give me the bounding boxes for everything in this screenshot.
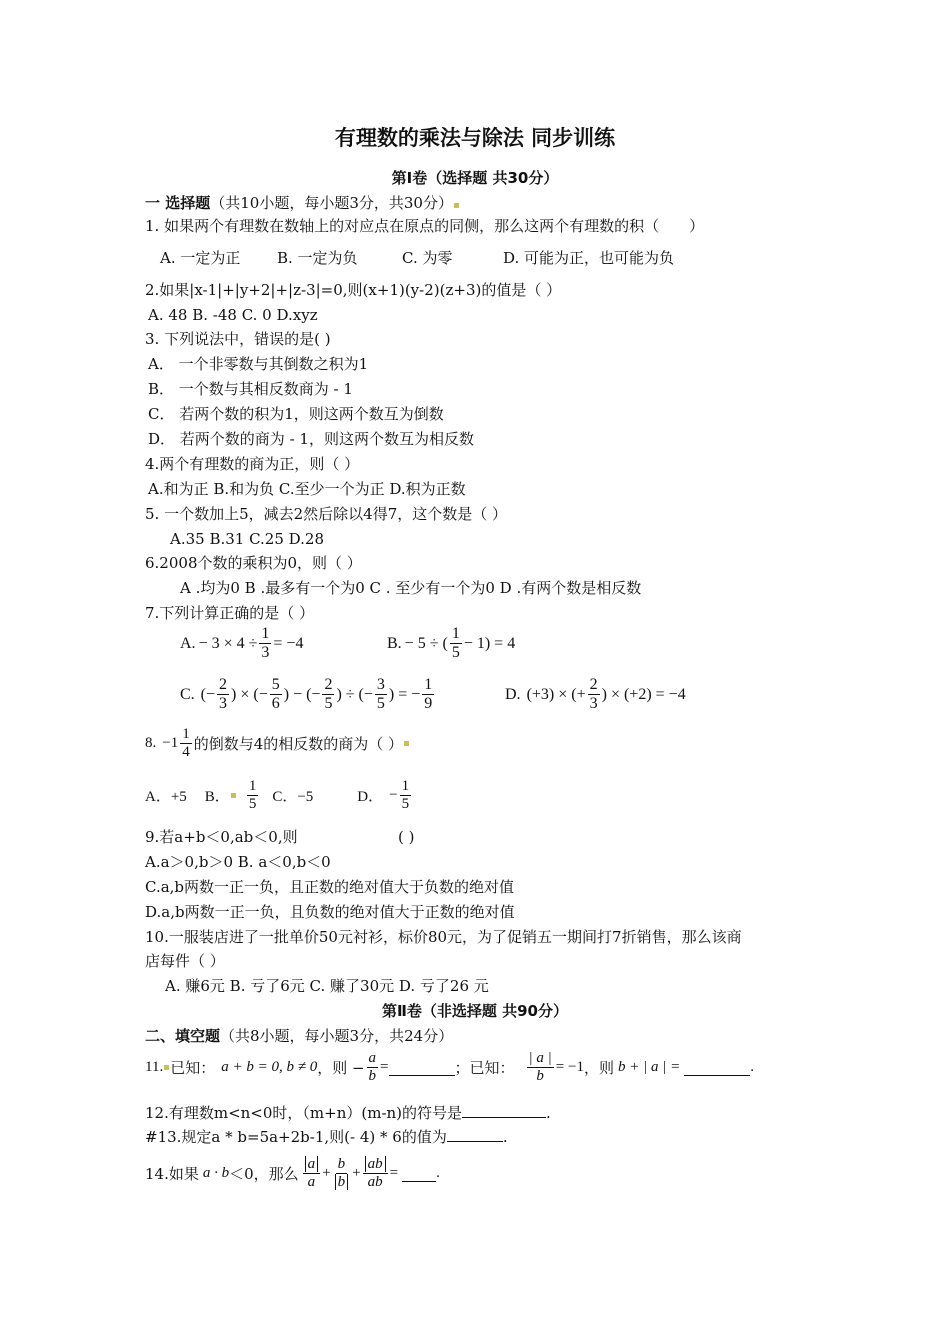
- denominator: a: [307, 1174, 316, 1191]
- math-text: +: [352, 1165, 361, 1182]
- denominator: b: [536, 1068, 544, 1085]
- denominator: [333, 1174, 351, 1191]
- math-text: +: [322, 1165, 331, 1182]
- fraction: [363, 1156, 388, 1192]
- option-label: B.: [387, 634, 402, 652]
- math-text: − 5 ÷ (: [404, 634, 448, 652]
- math-text: = −4: [273, 634, 304, 652]
- question-number: 11.: [145, 1059, 164, 1076]
- punctuation: .: [436, 1165, 440, 1182]
- part-two-heading: 第Ⅱ卷（非选择题 共90分）: [382, 1002, 568, 1020]
- section-one-title: 一 选择题: [145, 194, 211, 212]
- math-text: ) × (+2) = −4: [601, 685, 686, 703]
- question-9-option-ab: A.a＞0,b＞0 B. a＜0,b＜0: [145, 853, 331, 871]
- denominator: b: [368, 1068, 377, 1085]
- answer-blank[interactable]: [402, 1165, 436, 1182]
- question-text: ；已知：: [454, 1059, 515, 1078]
- fraction: [217, 676, 229, 714]
- question-9-option-d: D.a,b两数一正一负，且负数的绝对值大于正数的绝对值: [145, 903, 515, 921]
- absolute-value: a: [305, 1156, 319, 1172]
- question-9-stem: 9.若a+b＜0,ab＜0,则: [145, 828, 298, 846]
- denominator: 3: [589, 695, 598, 713]
- numerator: [363, 1156, 388, 1174]
- question-2-options: A. 48 B. -48 C. 0 D.xyz: [148, 306, 318, 324]
- fraction: [259, 625, 271, 663]
- section-two-title: 二、填空题: [145, 1027, 221, 1045]
- denominator: 3: [219, 695, 228, 713]
- absolute-value: b: [335, 1174, 349, 1190]
- question-7-option-b: [387, 625, 515, 663]
- question-text: ，则 −: [317, 1059, 365, 1078]
- question-4-options: A.和为正 B.和为负 C.至少一个为正 D.积为正数: [148, 480, 466, 498]
- numerator: 2: [217, 676, 229, 695]
- question-text: 已知：: [170, 1059, 216, 1078]
- fraction: [588, 676, 600, 714]
- fraction: [375, 676, 387, 714]
- numerator: 2: [322, 676, 334, 695]
- punctuation: .: [502, 1128, 508, 1146]
- edit-mark-icon: [231, 793, 236, 798]
- denominator: 5: [451, 644, 460, 662]
- fraction: [247, 778, 259, 814]
- denominator: 5: [324, 695, 333, 713]
- option-a: A．+5: [145, 789, 187, 806]
- denominator: ab: [367, 1174, 383, 1191]
- absolute-value: ab: [365, 1156, 386, 1172]
- question-number: 8.: [145, 735, 157, 752]
- answer-blank[interactable]: [684, 1059, 750, 1076]
- question-7-stem: 7.下列计算正确的是（ ）: [145, 604, 315, 622]
- question-3-option-b: B． 一个数与其相反数商为 - 1: [148, 380, 353, 398]
- question-7-option-c: [180, 676, 436, 714]
- math-text: ) − (−: [283, 685, 321, 703]
- denominator: 3: [261, 644, 270, 662]
- fraction: [303, 1156, 321, 1192]
- edit-mark-icon: [404, 741, 409, 746]
- question-9-option-c: C.a,b两数一正一负，且正数的绝对值大于负数的绝对值: [145, 878, 515, 896]
- section-two-heading: [145, 1026, 453, 1046]
- question-7-option-d: [505, 676, 686, 714]
- fraction: [422, 676, 434, 714]
- fraction: [180, 726, 192, 762]
- question-6-stem: 6.2008个数的乘积为0，则（ ）: [145, 554, 362, 572]
- question-3-option-a: A． 一个非零数与其倒数之积为1: [148, 355, 369, 373]
- question-4-stem: 4.两个有理数的商为正，则（ ）: [145, 455, 360, 473]
- fraction: [400, 778, 412, 814]
- section-one-heading: [145, 193, 460, 213]
- section-two-note: （共8小题，每小题3分，共24分）: [220, 1027, 454, 1045]
- page-title: 有理数的乘法与除法 同步训练: [334, 126, 616, 150]
- option-label: A.: [180, 634, 196, 652]
- fraction: [270, 676, 282, 714]
- numerator: 1: [450, 625, 462, 644]
- punctuation: .: [750, 1059, 754, 1076]
- question-8-options: [145, 778, 413, 814]
- denominator: 6: [271, 695, 280, 713]
- question-1-option-b: B. 一定为负: [277, 249, 358, 267]
- edit-mark-icon: [164, 1065, 169, 1070]
- math-text: (+3) × (+: [526, 685, 586, 703]
- math-text: −: [389, 787, 398, 804]
- question-text: 的倒数与4的相反数的商为（ ）: [193, 735, 404, 754]
- option-c: C．−5: [272, 789, 314, 806]
- numerator: b: [336, 1156, 348, 1174]
- question-text: 12.有理数m<n<0时，（m+n）(m-n)的符号是: [145, 1104, 463, 1122]
- denominator: 5: [376, 695, 385, 713]
- option-d-label: D．: [357, 789, 384, 806]
- question-5-options: A.35 B.31 C.25 D.28: [170, 530, 325, 548]
- question-11: [145, 1050, 754, 1086]
- numerator: 2: [588, 676, 600, 695]
- math-text: = −1: [555, 1059, 584, 1076]
- question-1-option-d: D. 可能为正，也可能为负: [503, 249, 675, 267]
- part-one-heading: 第Ⅰ卷（选择题 共30分）: [391, 169, 559, 187]
- numerator: [303, 1156, 321, 1174]
- math-text: =: [389, 1165, 399, 1182]
- option-label: D.: [505, 685, 521, 703]
- question-text: #13.规定a * b=5a+2b-1,则(- 4) * 6的值为: [145, 1128, 447, 1146]
- math-text: ) ÷ (−: [336, 685, 373, 703]
- option-label: C.: [180, 685, 195, 703]
- question-text: 14.如果: [145, 1165, 199, 1184]
- fraction: [367, 1050, 379, 1086]
- question-1-option-c: C. 为零: [402, 249, 453, 267]
- question-text: ＜0，那么: [229, 1165, 299, 1184]
- question-3-option-d: D． 若两个数的商为 - 1，则这两个数互为相反数: [148, 430, 474, 448]
- question-13: [145, 1126, 508, 1147]
- answer-blank[interactable]: [447, 1126, 503, 1142]
- question-3-stem: 3. 下列说法中，错误的是( ): [145, 330, 331, 348]
- math-expression: b + | a | =: [617, 1059, 681, 1076]
- question-10-options: A. 赚6元 B. 亏了6元 C. 赚了30元 D. 亏了26 元: [165, 977, 489, 995]
- question-10-stem-line1: 10.一服装店进了一批单价50元衬衫，标价80元，为了促销五一期间打7折销售，那么该商: [145, 928, 742, 946]
- math-text: =: [380, 1059, 389, 1076]
- numerator: 5: [270, 676, 282, 695]
- numerator: 1: [180, 726, 192, 744]
- question-3-option-c: C． 若两个数的积为1，则这两个数互为倒数: [148, 405, 444, 423]
- question-text: ，则: [583, 1059, 614, 1078]
- numerator: 1: [400, 778, 412, 796]
- answer-blank[interactable]: [389, 1059, 455, 1076]
- question-8-stem: [145, 726, 410, 762]
- edit-mark-icon: [454, 203, 459, 208]
- question-5-stem: 5. 一个数加上5，减去2然后除以4得7，这个数是（ ）: [145, 505, 508, 523]
- option-b-label: B．: [204, 789, 230, 806]
- numerator: 1: [422, 676, 434, 695]
- question-12: [145, 1102, 551, 1123]
- denominator: 5: [401, 796, 410, 813]
- math-text: − 3 × 4 ÷: [198, 634, 258, 652]
- question-9-answer-paren: ( ): [398, 828, 415, 846]
- numerator: 3: [375, 676, 387, 695]
- numerator: 1: [247, 778, 259, 796]
- fraction: [322, 676, 334, 714]
- numerator: | a |: [527, 1050, 554, 1068]
- section-one-note: （共10小题，每小题3分，共30分）: [210, 194, 453, 212]
- math-text: ) = −: [388, 685, 421, 703]
- question-6-options: A .均为0 B .最多有一个为0 C . 至少有一个为0 D .有两个数是相反数: [180, 579, 642, 597]
- question-14: [145, 1156, 440, 1192]
- math-text: ) × (−: [231, 685, 268, 703]
- mixed-number-whole: −1: [162, 735, 179, 752]
- question-1-stem: 1. 如果两个有理数在数轴上的对应点在原点的同侧，那么这两个有理数的积（ ）: [145, 217, 705, 235]
- answer-blank[interactable]: [462, 1102, 546, 1118]
- math-text: (−: [200, 685, 216, 703]
- fraction: [450, 625, 462, 663]
- fraction: [333, 1156, 351, 1192]
- denominator: 4: [182, 744, 190, 761]
- fraction: [527, 1050, 554, 1086]
- numerator: 1: [259, 625, 271, 644]
- punctuation: .: [546, 1104, 551, 1122]
- numerator: a: [367, 1050, 379, 1068]
- denominator: 5: [248, 796, 257, 813]
- question-10-stem-line2: 店每件（ ）: [145, 952, 225, 970]
- math-text: − 1) = 4: [463, 634, 516, 652]
- question-7-option-a: [180, 625, 303, 663]
- question-2-stem: 2.如果|x-1|+|y+2|+|z-3|=0,则(x+1)(y-2)(z+3)的值是（ ）: [145, 281, 562, 299]
- math-condition: a · b: [202, 1165, 230, 1182]
- question-1-option-a: A. 一定为正: [160, 249, 241, 267]
- math-condition: a + b = 0, b ≠ 0: [221, 1059, 318, 1076]
- denominator: 9: [424, 695, 433, 713]
